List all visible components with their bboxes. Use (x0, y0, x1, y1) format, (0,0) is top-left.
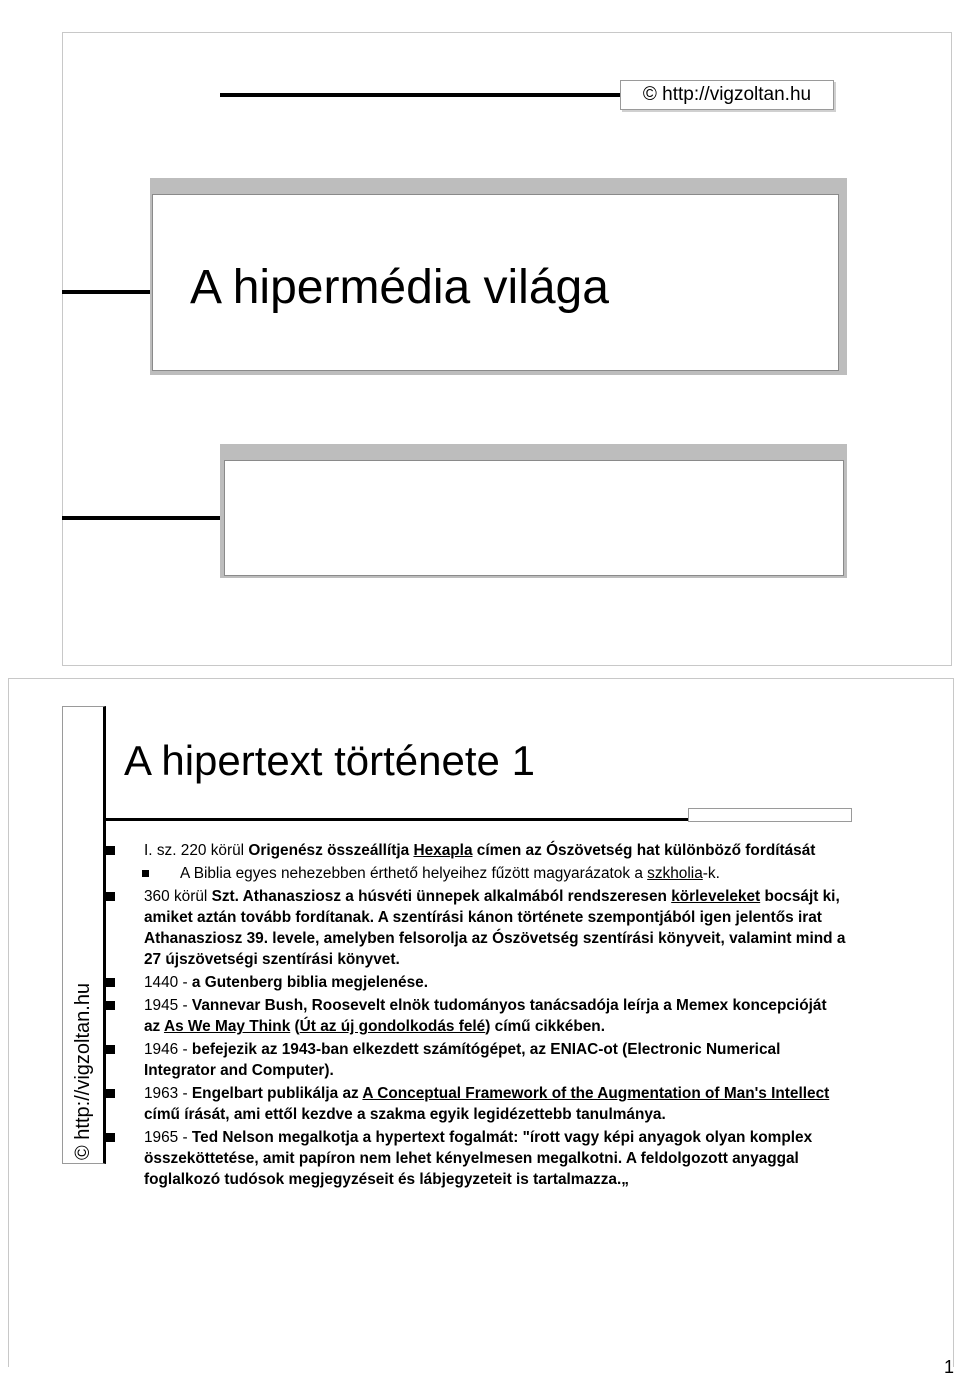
list-item (106, 1127, 846, 1190)
text-segment: Origenész összeállítja (248, 842, 414, 859)
decorative-bar (62, 516, 224, 520)
text-segment: 1946 - (144, 1041, 192, 1058)
list-item (106, 1039, 846, 1081)
text-segment: 1440 - (144, 974, 192, 991)
text-segment: 1945 - (144, 997, 192, 1014)
decorative-bar (220, 93, 620, 97)
list-item (106, 995, 846, 1037)
text-segment: bocsájt ki, amiket aztán tovább fordítanak. A szentírási kánon története szempontjából igen jelentős irat Athanasziosz 39. levele, amelyben felsorolja az Ószövetség szentírási könyveit, valamint mind a 27 újszövetségi szentírási könyvet. (144, 888, 846, 968)
text-segment: Út az új gondolkodás felé (299, 1018, 486, 1035)
text-segment: körleveleket (671, 888, 761, 905)
list-item (106, 886, 846, 970)
title-underline (104, 818, 688, 821)
text-segment: -k. (702, 865, 720, 882)
text-segment: szkholia (647, 865, 703, 882)
text-segment: ( (290, 1018, 300, 1035)
subtitle-box (224, 460, 844, 576)
text-segment: címen az Ószövetség hat különböző fordítását (472, 842, 816, 859)
text-segment: 1965 - (144, 1129, 192, 1146)
copyright-label: © http://vigzoltan.hu (620, 80, 834, 110)
square-bullet-icon (106, 1133, 115, 1142)
decorative-rect (688, 808, 852, 822)
text-segment: A Biblia egyes nehezebben érthető helyeihez fűzött magyarázatok a (180, 865, 648, 882)
list-item (106, 972, 846, 993)
square-bullet-icon (106, 1001, 115, 1010)
page-number: 1 (944, 1357, 955, 1377)
slide-1-title: A hipermédia világa (190, 261, 609, 314)
slide-2-title: A hipertext története 1 (124, 737, 535, 784)
sub-list-item (142, 863, 846, 884)
text-segment: ) című cikkében. (485, 1018, 605, 1035)
text-segment: Vannevar Bush, Roosevelt elnök tudományos tanácsadója leírja a Memex koncepcióját az (144, 997, 827, 1035)
vertical-copyright-label: © http://vigzoltan.hu (72, 982, 94, 1160)
text-segment: 360 körül (144, 888, 212, 905)
square-bullet-icon (106, 1045, 115, 1054)
history-list (106, 840, 846, 1192)
text-segment: Hexapla (413, 842, 473, 859)
square-bullet-icon (106, 1089, 115, 1098)
square-bullet-icon (142, 870, 149, 877)
square-bullet-icon (106, 978, 115, 987)
list-item (106, 840, 846, 861)
text-segment: I. sz. 220 körül (144, 842, 249, 859)
text-segment: Ted Nelson megalkotja a hypertext fogalmát: "írott vagy képi anyagok olyan komplex összeköttetése, amit papíron nem lehet kényelmesen megalkotni. A feldolgozott anyaggal foglalkozó tudósok megjegyzéseit és lábjegyzeteit is tartalmazza.„ (144, 1129, 813, 1188)
text-segment: a Gutenberg biblia megjelenése. (191, 974, 428, 991)
text-segment: befejezik az 1943-ban elkezdett számítógépet, az ENIAC-ot (Electronic Numerical Integrator and Computer). (144, 1041, 781, 1079)
text-segment: című írását, ami ettől kezdve a szakma egyik legidézettebb tanulmánya. (144, 1106, 666, 1123)
list-item (106, 1083, 846, 1125)
square-bullet-icon (106, 846, 115, 855)
text-segment: 1963 - (144, 1085, 192, 1102)
text-segment: A Conceptual Framework of the Augmentation of Man's Intellect (362, 1085, 830, 1102)
text-segment: As We May Think (163, 1018, 291, 1035)
decorative-bar (62, 290, 156, 294)
text-segment: Engelbart publikálja az (191, 1085, 363, 1102)
text-segment: Szt. Athanasziosz a húsvéti ünnepek alkalmából rendszeresen (211, 888, 672, 905)
square-bullet-icon (106, 892, 115, 901)
